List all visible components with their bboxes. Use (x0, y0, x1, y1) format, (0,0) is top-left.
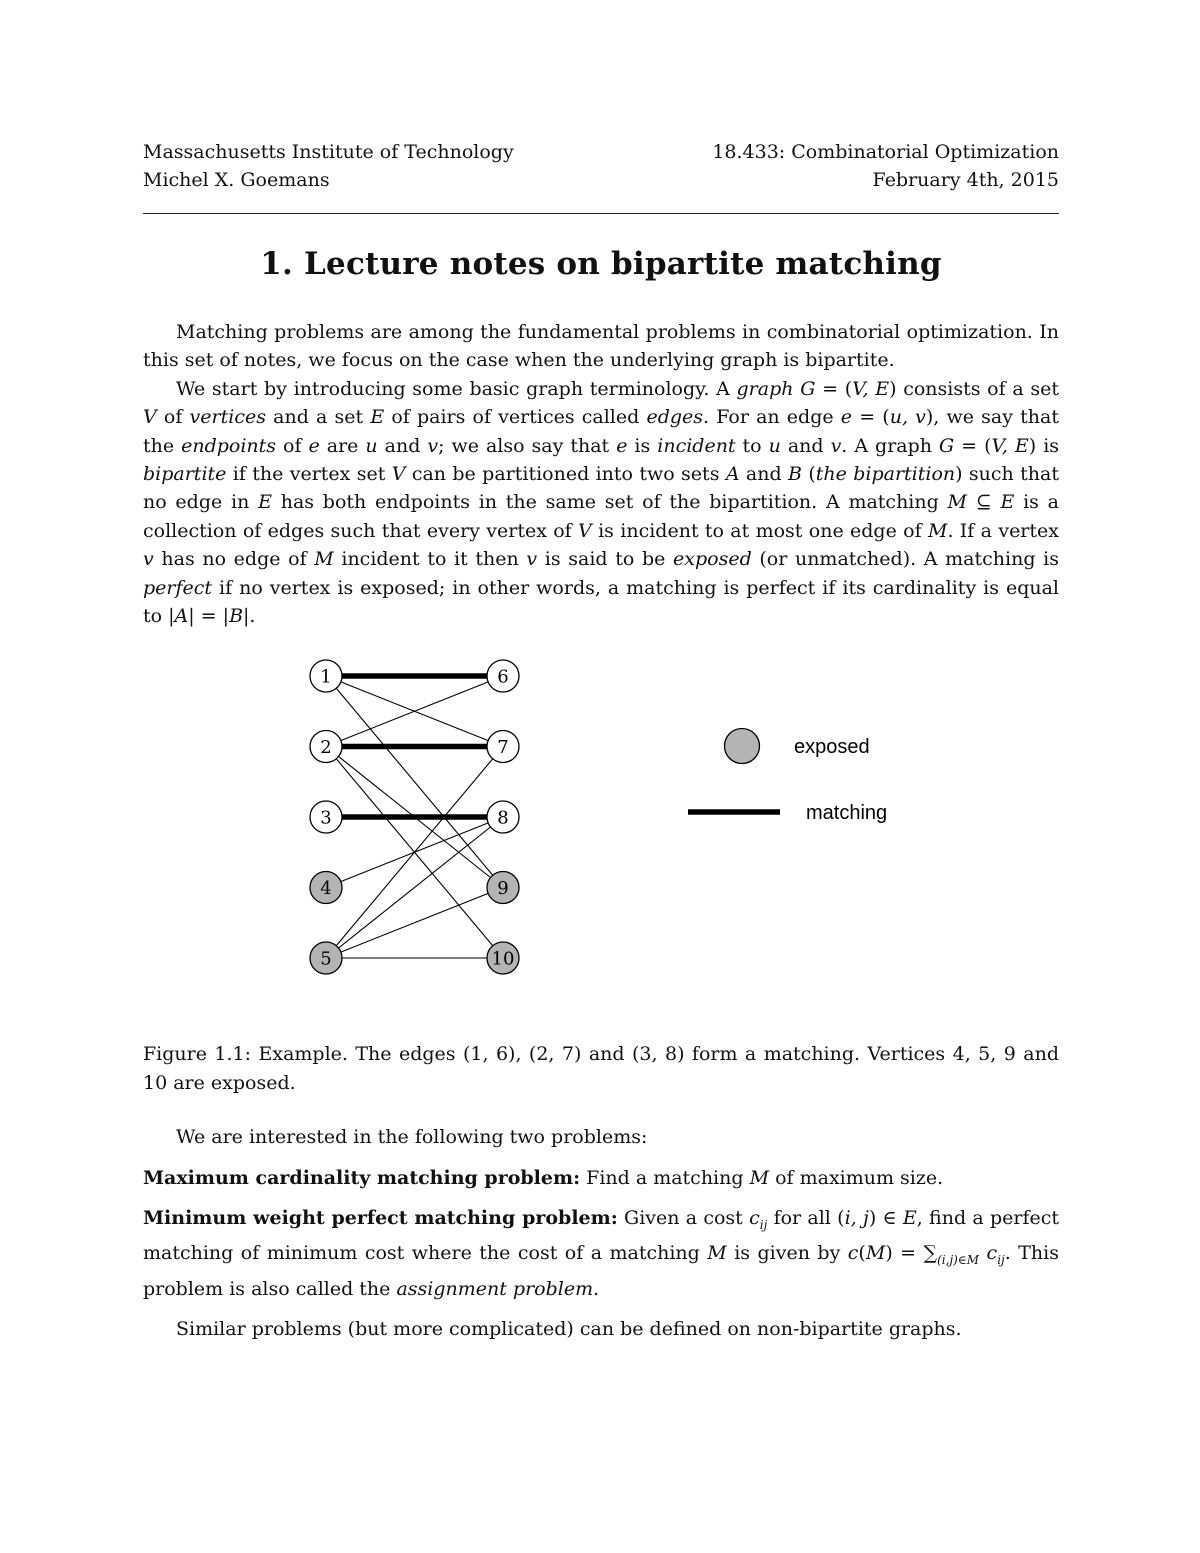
header-date: February 4th, 2015 (872, 169, 1059, 191)
header-row-1 (143, 138, 1059, 166)
header-course: 18.433: Combinatorial Optimization (712, 141, 1059, 163)
vertex-label-6: 6 (497, 666, 509, 688)
header-author: Michel X. Goemans (143, 169, 330, 191)
vertex-label-7: 7 (497, 737, 509, 759)
vertex-label-10: 10 (491, 948, 515, 970)
problem1-label: Maximum cardinality matching problem: (143, 1166, 581, 1189)
page-title: 1. Lecture notes on bipartite matching (260, 246, 942, 282)
bipartite-graph (143, 654, 1059, 1014)
bipartite-figure (143, 654, 1059, 1014)
intro-paragraph: Matching problems are among the fundamental problems in combinatorial optimization. In this set of notes, we focus on the case when the underlying graph is bipartite. (143, 321, 1059, 372)
problem-min-weight: Minimum weight perfect matching problem: Given a cost $c_{ij}$ for all (i, j) ∈ E, find a perfect matching of minimum cost where the cost of a matching M is given by $c(M) = \sum_{(i,j)\in M}$ $c_{ij}$. This problem is also called the assignment problem. (143, 1207, 1060, 1300)
header-rule (143, 213, 1059, 214)
legend-exposed-label: exposed (794, 736, 870, 759)
edge-5-8 (326, 817, 503, 958)
edge-1-9 (326, 676, 503, 888)
vertex-label-3: 3 (320, 807, 332, 829)
legend-matching-label: matching (806, 802, 888, 825)
problem2-label: Minimum weight perfect matching problem: (143, 1207, 618, 1230)
page (143, 138, 1059, 1344)
vertex-label-9: 9 (497, 878, 509, 900)
header-institution: Massachusetts Institute of Technology (143, 141, 514, 163)
problem-max-cardinality: Maximum cardinality matching problem: Find a matching M of maximum size. (143, 1166, 944, 1189)
legend-exposed-swatch (725, 729, 760, 764)
vertex-label-1: 1 (320, 666, 332, 688)
vertex-label-8: 8 (497, 807, 509, 829)
problems-intro: We are interested in the following two problems: (176, 1126, 648, 1149)
vertex-label-5: 5 (320, 948, 332, 970)
vertex-label-4: 4 (320, 878, 332, 900)
header-row-2 (143, 166, 1059, 194)
edge-5-9 (326, 888, 503, 959)
closing-paragraph: Similar problems (but more complicated) can be defined on non-bipartite graphs. (176, 1318, 962, 1341)
figure-caption: Figure 1.1: Example. The edges (1, 6), (2, 7) and (3, 8) form a matching. Vertices 4, 5, 9 and 10 are exposed. (143, 1043, 1059, 1094)
definitions-paragraph: We start by introducing some basic graph terminology. A graph G = (V, E) consists of a set V of vertices and a set E of pairs of vertices called edges. For an edge e = (u, v), we say that the endpoints of e are u and v; we also say that e is incident to u and v. A graph G = (V, E) is bipartite if the vertex set V can be partitioned into two sets A and B (the bipartition) such that no edge in E has both endpoints in the same set of the bipartition. A matching M ⊆ E is a collection of edges such that every vertex of V is incident to at most one edge of M. If a vertex v has no edge of M incident to it then v is said to be exposed (or unmatched). A matching is perfect if no vertex is exposed; in other words, a matching is perfect if its cardinality is equal to |A| = |B|. (143, 377, 1060, 628)
vertex-label-2: 2 (320, 737, 332, 759)
